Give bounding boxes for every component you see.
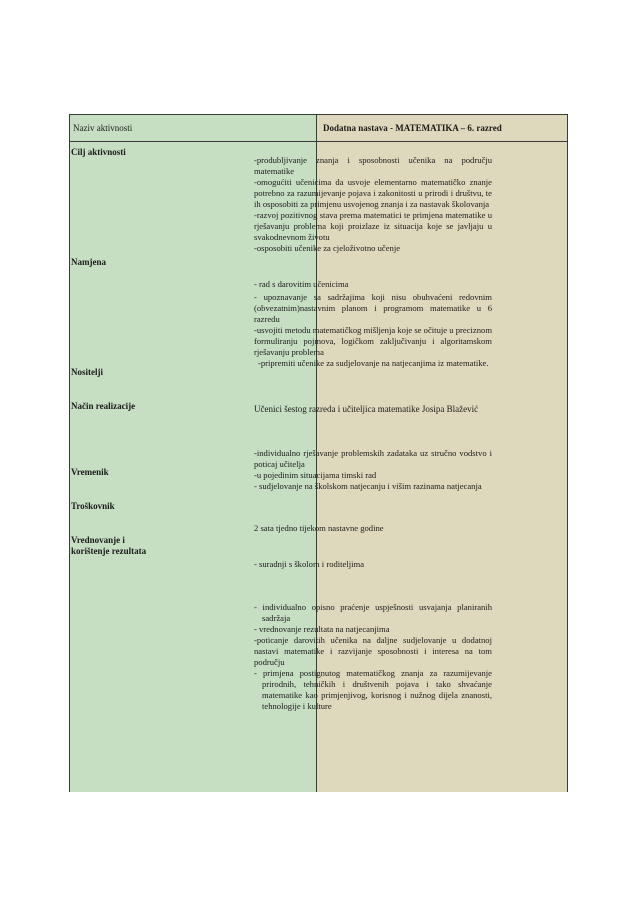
- vrednovanje-item: - vrednovanje rezultata na natjecanjima: [254, 624, 390, 634]
- nositelji-content: Učenici šestog razreda i učiteljica matematike Josipa Blažević: [254, 404, 479, 414]
- namjena-item: -usvojiti metodu matematičkog mišljenja koje se očituje u preciznom formuliranju pojmova, logičkom zaključivanju i algoritamskom rješavanju problema: [254, 325, 492, 357]
- header-right-cell: [317, 114, 568, 142]
- header-left-cell: [69, 114, 317, 142]
- header-title: Dodatna nastava - MATEMATIKA – 6. razred: [323, 123, 502, 133]
- namjena-item: -pripremiti učenike za sudjelovanje na natjecanjima iz matematike.: [258, 358, 489, 368]
- troskovnik-content: - suradnji s školom i roditeljima: [254, 559, 365, 569]
- label-vremenik: Vremenik: [71, 467, 109, 477]
- nacin-content: [254, 448, 492, 492]
- vrednovanje-item: - individualno opisno praćenje uspješnosti usvajanja planiranih sadržaja: [254, 602, 492, 623]
- nacin-item: -u pojedinim situacijama timski rad: [254, 470, 377, 480]
- cilj-content: [254, 155, 492, 254]
- vrednovanje-content: [254, 602, 492, 712]
- label-nacin: Način realizacije: [71, 401, 136, 411]
- label-nositelji: Nositelji: [71, 367, 103, 377]
- namjena-item: - rad s darovitim učenicima: [254, 279, 349, 289]
- nacin-item: - sudjelovanje na školskom natjecanju i višim razinama natjecanja: [254, 481, 482, 491]
- vrednovanje-item: - primjena postignutog matematičkog znanja za razumijevanje prirodnih, tehničkih i društvenih pojava i tako shvaćanje matematike kao primjenjivog, korisnog i nužnog dijela znanosti, tehnologije i kulture: [254, 668, 492, 711]
- namjena-content: [254, 279, 492, 369]
- cilj-item: -osposobiti učenike za cjeloživotno učenje: [254, 243, 401, 253]
- label-troskovnik: Troškovnik: [71, 501, 115, 511]
- namjena-item: - upoznavanje sa sadržajima koji nisu obuhvaćeni redovnim (obvezatnim)nastavnim planom i programom matematike u 6 razredu: [254, 292, 492, 324]
- header-label: Naziv aktivnosti: [73, 123, 133, 133]
- nacin-item: -individualno rješavanje problemskih zadataka uz stručno vodstvo i poticaj učitelja: [254, 448, 492, 469]
- label-vrednovanje-line2: korištenje rezultata: [71, 546, 147, 556]
- cilj-item: -omogućiti učenicima da usvoje elementarno matematičko znanje potrebno za razumijevanje pojava i zakonitosti u prirodi i društvu, te ih osposobiti za primjenu usvojenog znanja i za nastavak školovanja: [254, 177, 492, 209]
- label-namjena: Namjena: [71, 257, 106, 267]
- label-cilj: Cilj aktivnosti: [71, 147, 126, 157]
- label-vrednovanje-line1: Vrednovanje i: [71, 535, 125, 545]
- vremenik-content: 2 sata tjedno tijekom nastavne godine: [254, 523, 384, 533]
- vrednovanje-item: -poticanje darovitih učenika na daljne sudjelovanje u dodatnoj nastavi matematike i razvijanje sposobnosti i interesa na tom području: [254, 635, 492, 667]
- cilj-item: -razvoj pozitivnog stava prema matematici te primjena matematike u rješavanju problema koji proizlaze iz situacija koje se javljaju u svakodnevnom životu: [254, 210, 492, 242]
- label-vrednovanje: [71, 535, 146, 557]
- cilj-item: -produbljivanje znanja i sposobnosti učenika na području matematike: [254, 155, 492, 176]
